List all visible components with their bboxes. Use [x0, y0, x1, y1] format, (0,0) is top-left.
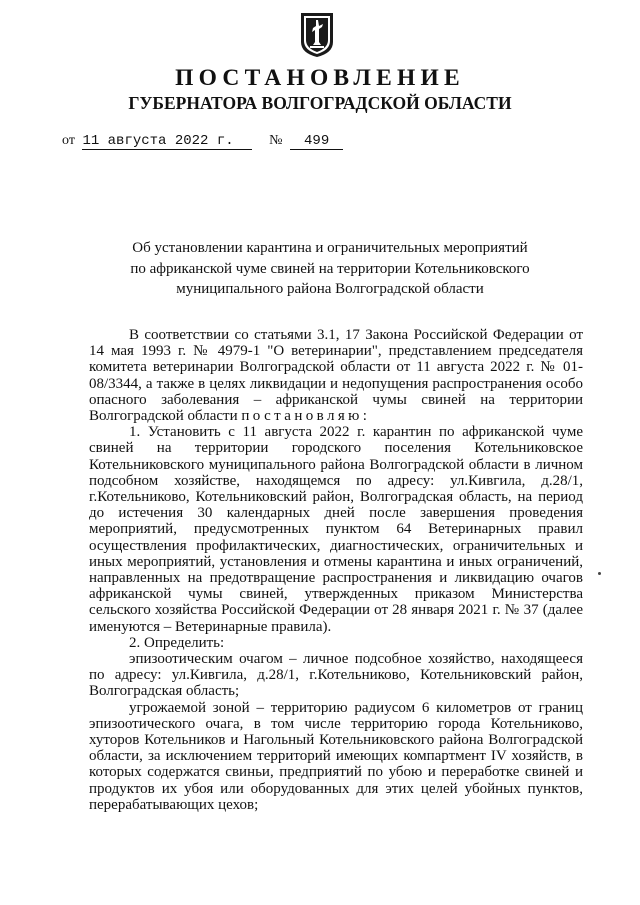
decree-date: 11 августа 2022 г. — [82, 133, 251, 150]
scan-speck — [598, 572, 601, 575]
document-title-line: по африканской чуме свиней на территории Котельниковского — [130, 260, 530, 277]
header-title: ПОСТАНОВЛЕНИЕ — [175, 65, 465, 91]
preamble-text: В соответствии со статьями 3.1, 17 Закона Российской Федерации от 14 мая 1993 г. № 4979-1 "О ветеринарии", представлением председателя комитета ветеринарии Волгоградской области от 11 августа 2022 г. № 01-08/3344, а также в целях ликвидации и недопущения распространения особо опасного заболевания – африканской чумы свиней на территории Волгоградской области — [89, 327, 583, 425]
header-subtitle: ГУБЕРНАТОРА ВОЛГОГРАДСКОЙ ОБЛАСТИ — [128, 93, 512, 113]
document-title — [90, 238, 570, 300]
document-title-line: муниципального района Волгоградской области — [176, 281, 484, 297]
number-sign: № — [269, 133, 283, 148]
coat-of-arms-icon — [300, 12, 334, 58]
resolve-word: постановляю: — [241, 408, 371, 425]
date-prefix: от — [62, 133, 75, 148]
preamble-paragraph — [89, 327, 583, 424]
threatened-zone-paragraph: угрожаемой зоной – территорию радиусом 6 километров от границ эпизоотического очага, в том числе территорию города Котельниково, хуторов Котельников и Нагольный Котельниковского района Волгоградской области, за исключением территорий имеющих компартмент IV хозяйств, в которых содержатся свиньи, предприятий по убою и переработке свиней и продуктов их убоя или оборудованных для этих целей убойных пунктов, перерабатывающих цехов; — [89, 699, 583, 813]
item-1-paragraph: 1. Установить с 11 августа 2022 г. карантин по африканской чуме свиней на территории городского поселения Котельниковское Котельниковского муниципального района Волгоградской области в личном подсобном хозяйстве, находящемся по адресу: ул.Кивгила, д.28/1, г.Котельниково, Котельниковский район, Волгоградская область, на период до истечения 30 календарных дней после завершения проведения мероприятий, предусмотренных пунктом 64 Ветеринарных правил осуществления профилактических, диагностических, ограничительных и иных мероприятий, установления и отмены карантина и иных ограничений, направленных на предотвращение распространения и ликвидацию очагов африканской чумы свиней, утвержденных приказом Министерства сельского хозяйства Российской Федерации от 28 января 2021 г. № 37 (далее именуются – Ветеринарные правила). — [89, 424, 583, 635]
decree-date-number-line — [62, 133, 343, 150]
item-2-paragraph: 2. Определить: — [129, 634, 225, 651]
epizootic-focus-paragraph: эпизоотическим очагом – личное подсобное хозяйство, находящееся по адресу: ул.Кивгила, д.28/1, г.Котельниково, Котельниковский район, Волгоградская область; — [89, 651, 583, 700]
document-body — [89, 327, 583, 813]
decree-number: 499 — [290, 133, 343, 150]
document-title-line: Об установлении карантина и ограничительных мероприятий — [132, 240, 528, 256]
